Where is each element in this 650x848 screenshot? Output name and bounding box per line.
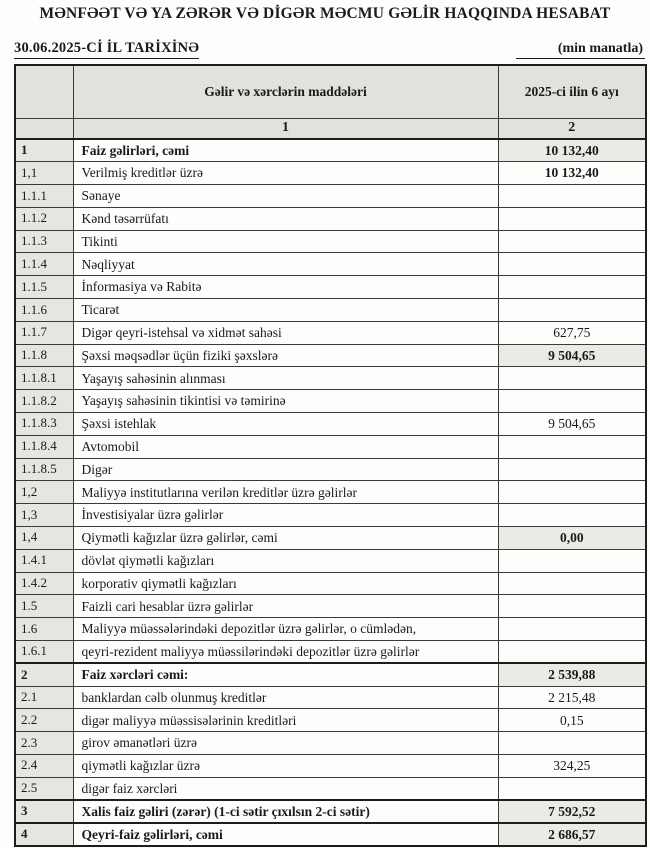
row-number: 1.1.1 (15, 185, 73, 208)
corner-index-cell (15, 118, 73, 139)
period-index-header: 2 (498, 118, 646, 139)
row-number: 1.1.2 (15, 207, 73, 230)
row-number: 1,4 (15, 527, 73, 550)
row-value (498, 367, 646, 390)
row-number: 1.1.8.3 (15, 413, 73, 436)
row-number: 1,1 (15, 162, 73, 185)
row-label: Tikinti (73, 230, 498, 253)
row-value: 2 686,57 (498, 823, 646, 846)
table-row (15, 344, 646, 367)
row-number: 1.4.2 (15, 572, 73, 595)
table-row (15, 413, 646, 436)
row-number: 1.1.3 (15, 230, 73, 253)
table-row (15, 823, 646, 846)
row-number: 1.4.1 (15, 549, 73, 572)
row-value (498, 299, 646, 322)
table-row (15, 572, 646, 595)
row-label: banklardan cəlb olunmuş kreditlər (73, 686, 498, 709)
row-value (498, 732, 646, 755)
row-value (498, 390, 646, 413)
report-date: 30.06.2025-Cİ İL TARİXİNƏ (14, 40, 199, 59)
row-label: Sənaye (73, 185, 498, 208)
corner-cell (15, 65, 73, 118)
table-row (15, 504, 646, 527)
row-label: Şəxsi istehlak (73, 413, 498, 436)
row-number: 1.1.8.4 (15, 435, 73, 458)
row-number: 2.2 (15, 709, 73, 732)
table-row (15, 618, 646, 641)
row-number: 1.1.8 (15, 344, 73, 367)
row-label: digər faiz xərcləri (73, 777, 498, 800)
items-column-header: Gəlir və xərclərin maddələri (73, 65, 498, 118)
row-value: 7 592,52 (498, 800, 646, 823)
row-label: Kənd təsərrüfatı (73, 207, 498, 230)
row-label: Maliyyə müəssələrindəki depozitlər üzrə gəlirlər, o cümlədən, (73, 618, 498, 641)
header-row-labels (15, 65, 646, 118)
row-number: 2.4 (15, 755, 73, 778)
row-label: Faizli cari hesablar üzrə gəlirlər (73, 595, 498, 618)
row-label: Faiz xərcləri cəmi: (73, 663, 498, 686)
row-value: 0,15 (498, 709, 646, 732)
table-row (15, 276, 646, 299)
row-number: 1,2 (15, 481, 73, 504)
table-row (15, 390, 646, 413)
table-header (15, 65, 646, 139)
table-row (15, 641, 646, 664)
table-row (15, 185, 646, 208)
row-number: 1,3 (15, 504, 73, 527)
table-body (15, 139, 646, 846)
row-value (498, 253, 646, 276)
table-row (15, 686, 646, 709)
row-value (498, 230, 646, 253)
row-number: 1 (15, 139, 73, 162)
table-row (15, 367, 646, 390)
row-value: 10 132,40 (498, 139, 646, 162)
row-number: 2 (15, 663, 73, 686)
row-value: 324,25 (498, 755, 646, 778)
row-label: İnvestisiyalar üzrə gəlirlər (73, 504, 498, 527)
table-row (15, 755, 646, 778)
row-value (498, 481, 646, 504)
period-column-header: 2025-ci ilin 6 ayı (498, 65, 646, 118)
row-label: Yaşayış sahəsinin tikintisi və təmirinə (73, 390, 498, 413)
table-row (15, 253, 646, 276)
table-row (15, 663, 646, 686)
report-table (14, 64, 647, 847)
row-value: 9 504,65 (498, 413, 646, 436)
items-index-header: 1 (73, 118, 498, 139)
unit-note: (min manatla) (516, 41, 645, 59)
header-row-indices (15, 118, 646, 139)
row-value: 10 132,40 (498, 162, 646, 185)
subheader-row (14, 40, 645, 59)
row-label: korporativ qiymətli kağızları (73, 572, 498, 595)
row-value (498, 618, 646, 641)
row-number: 2.1 (15, 686, 73, 709)
table-row (15, 549, 646, 572)
row-number: 4 (15, 823, 73, 846)
row-value: 0,00 (498, 527, 646, 550)
row-value (498, 458, 646, 481)
row-value: 627,75 (498, 321, 646, 344)
row-number: 1.1.8.1 (15, 367, 73, 390)
table-row (15, 299, 646, 322)
table-row (15, 162, 646, 185)
row-value (498, 641, 646, 664)
table-row (15, 777, 646, 800)
table-row (15, 732, 646, 755)
row-label: Avtomobil (73, 435, 498, 458)
row-label: Şəxsi məqsədlər üçün fiziki şəxslərə (73, 344, 498, 367)
table-row (15, 709, 646, 732)
row-label: İnformasiya və Rabitə (73, 276, 498, 299)
row-number: 3 (15, 800, 73, 823)
row-value (498, 572, 646, 595)
row-value (498, 207, 646, 230)
row-label: Nəqliyyat (73, 253, 498, 276)
row-number: 1.1.6 (15, 299, 73, 322)
row-value (498, 276, 646, 299)
row-label: Yaşayış sahəsinin alınması (73, 367, 498, 390)
row-label: Faiz gəlirləri, cəmi (73, 139, 498, 162)
row-value: 2 215,48 (498, 686, 646, 709)
row-label: qiymətli kağızlar üzrə (73, 755, 498, 778)
table-row (15, 481, 646, 504)
row-number: 1.1.8.5 (15, 458, 73, 481)
row-label: Digər qeyri-istehsal və xidmət sahəsi (73, 321, 498, 344)
row-number: 1.1.5 (15, 276, 73, 299)
table-row (15, 800, 646, 823)
row-number: 1.6.1 (15, 641, 73, 664)
row-value (498, 595, 646, 618)
row-label: qeyri-rezident maliyyə müəssilərindəki depozitlər üzrə gəlirlər (73, 641, 498, 664)
row-value (498, 777, 646, 800)
row-label: Verilmiş kreditlər üzrə (73, 162, 498, 185)
table-row (15, 435, 646, 458)
row-label: Digər (73, 458, 498, 481)
row-number: 1.1.8.2 (15, 390, 73, 413)
row-number: 1.1.4 (15, 253, 73, 276)
row-number: 2.5 (15, 777, 73, 800)
row-value (498, 185, 646, 208)
table-row (15, 207, 646, 230)
row-value (498, 549, 646, 572)
row-label: girov əmanətləri üzrə (73, 732, 498, 755)
row-value: 2 539,88 (498, 663, 646, 686)
table-row (15, 527, 646, 550)
row-label: Maliyyə institutlarına verilən kreditlər üzrə gəlirlər (73, 481, 498, 504)
row-number: 1.6 (15, 618, 73, 641)
row-value: 9 504,65 (498, 344, 646, 367)
page-title: MƏNFƏƏT VƏ YA ZƏRƏR VƏ DİGƏR MƏCMU GƏLİR HAQQINDA HESABAT (39, 5, 611, 22)
row-number: 2.3 (15, 732, 73, 755)
row-number: 1.1.7 (15, 321, 73, 344)
row-label: dövlət qiymətli kağızları (73, 549, 498, 572)
table-row (15, 139, 646, 162)
row-label: Qiymətli kağızlar üzrə gəlirlər, cəmi (73, 527, 498, 550)
row-value (498, 504, 646, 527)
table-row (15, 230, 646, 253)
table-row (15, 595, 646, 618)
row-number: 1.5 (15, 595, 73, 618)
table-row (15, 458, 646, 481)
row-label: digər maliyyə müəssisələrinin kreditləri (73, 709, 498, 732)
row-value (498, 435, 646, 458)
row-label: Ticarət (73, 299, 498, 322)
row-label: Qeyri-faiz gəlirləri, cəmi (73, 823, 498, 846)
row-label: Xalis faiz gəliri (zərər) (1-ci sətir çıxılsın 2-ci sətir) (73, 800, 498, 823)
table-row (15, 321, 646, 344)
